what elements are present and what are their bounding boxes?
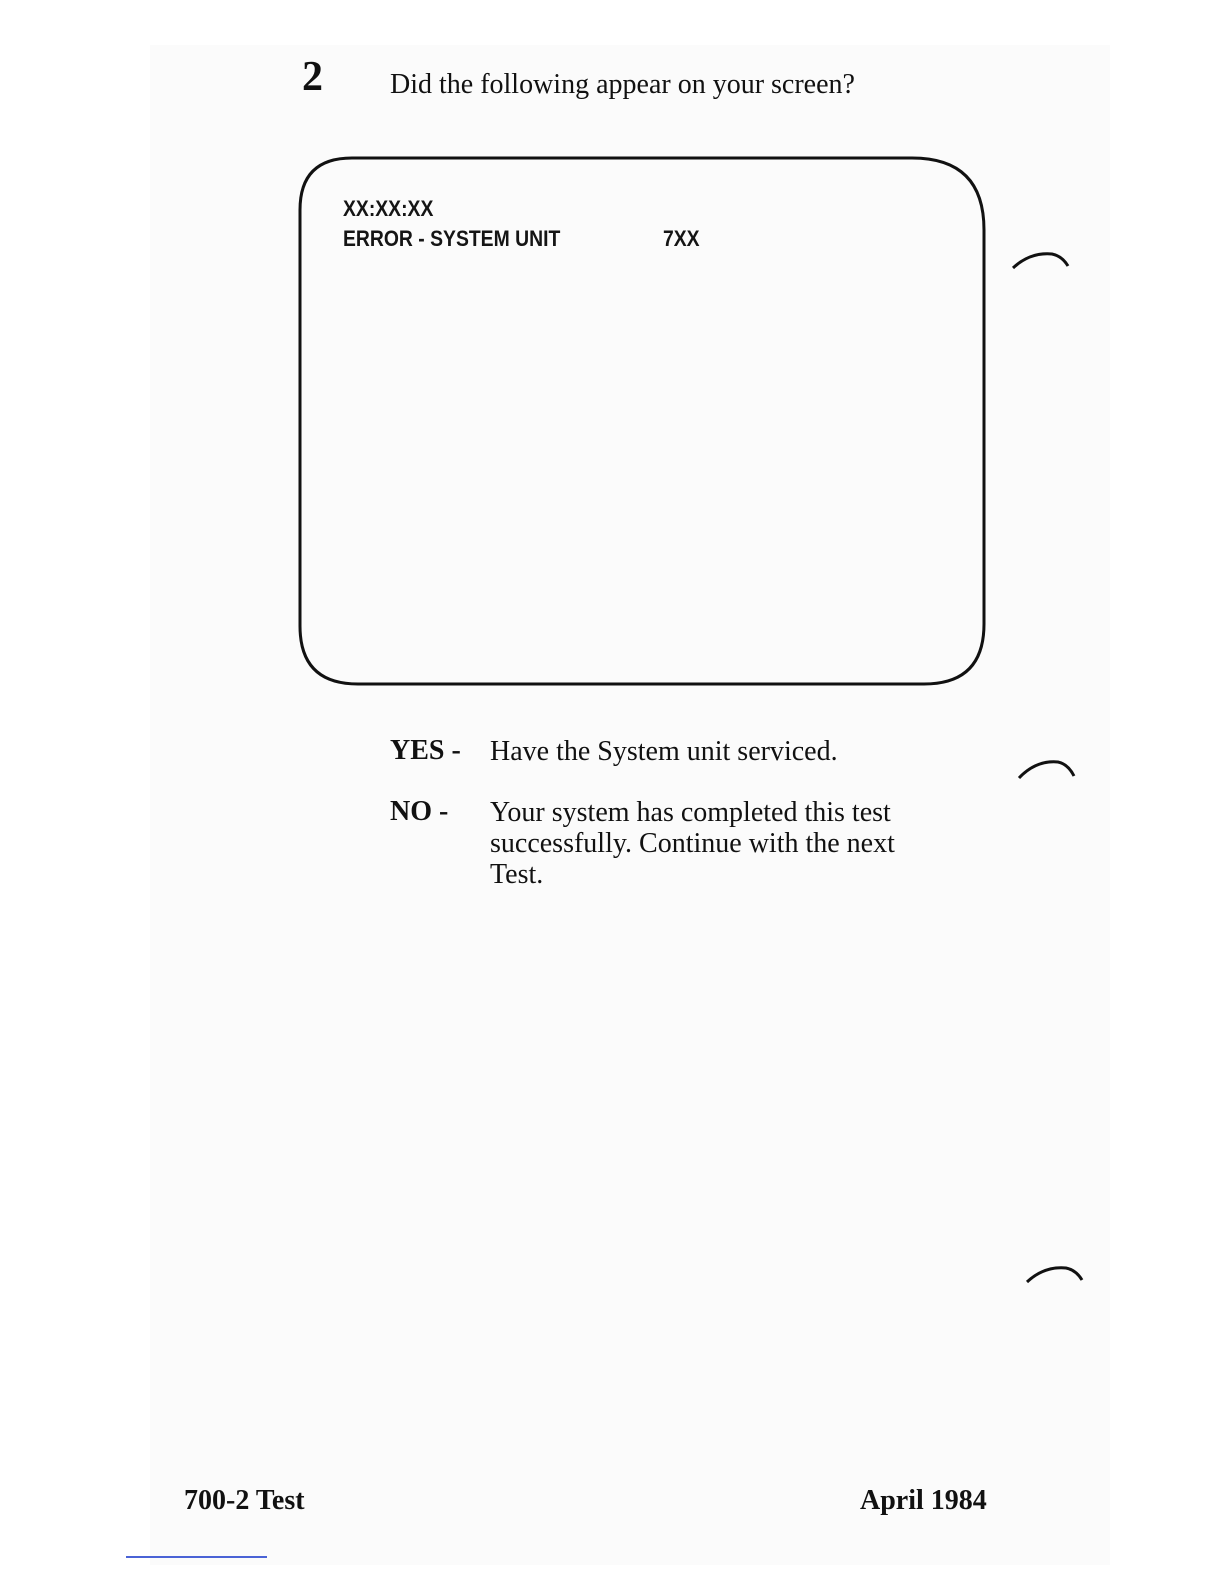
no-label: NO - — [390, 796, 449, 827]
bottom-rule — [126, 1556, 267, 1558]
yes-label: YES - — [390, 735, 461, 766]
yes-answer-text — [490, 736, 838, 767]
no-answer-line: Test. — [490, 859, 544, 890]
no-answer-line: Your system has completed this test — [490, 797, 891, 828]
binder-hole-mark-top — [1010, 248, 1072, 272]
no-answer-text — [490, 797, 895, 890]
binder-hole-mark-bottom — [1024, 1262, 1086, 1286]
step-question: Did the following appear on your screen? — [390, 69, 855, 100]
footer-date: April 1984 — [860, 1485, 987, 1516]
footer-page-id: 700-2 Test — [184, 1485, 305, 1516]
step-number: 2 — [302, 54, 323, 100]
screen-error-code: 7XX — [663, 226, 700, 251]
screen-time-line: XX:XX:XX — [343, 196, 434, 221]
no-answer-line: successfully. Continue with the next — [490, 828, 895, 859]
yes-answer-line: Have the System unit serviced. — [490, 736, 838, 767]
screen-error-label: ERROR - SYSTEM UNIT — [343, 226, 561, 251]
binder-hole-mark-middle — [1016, 756, 1078, 782]
